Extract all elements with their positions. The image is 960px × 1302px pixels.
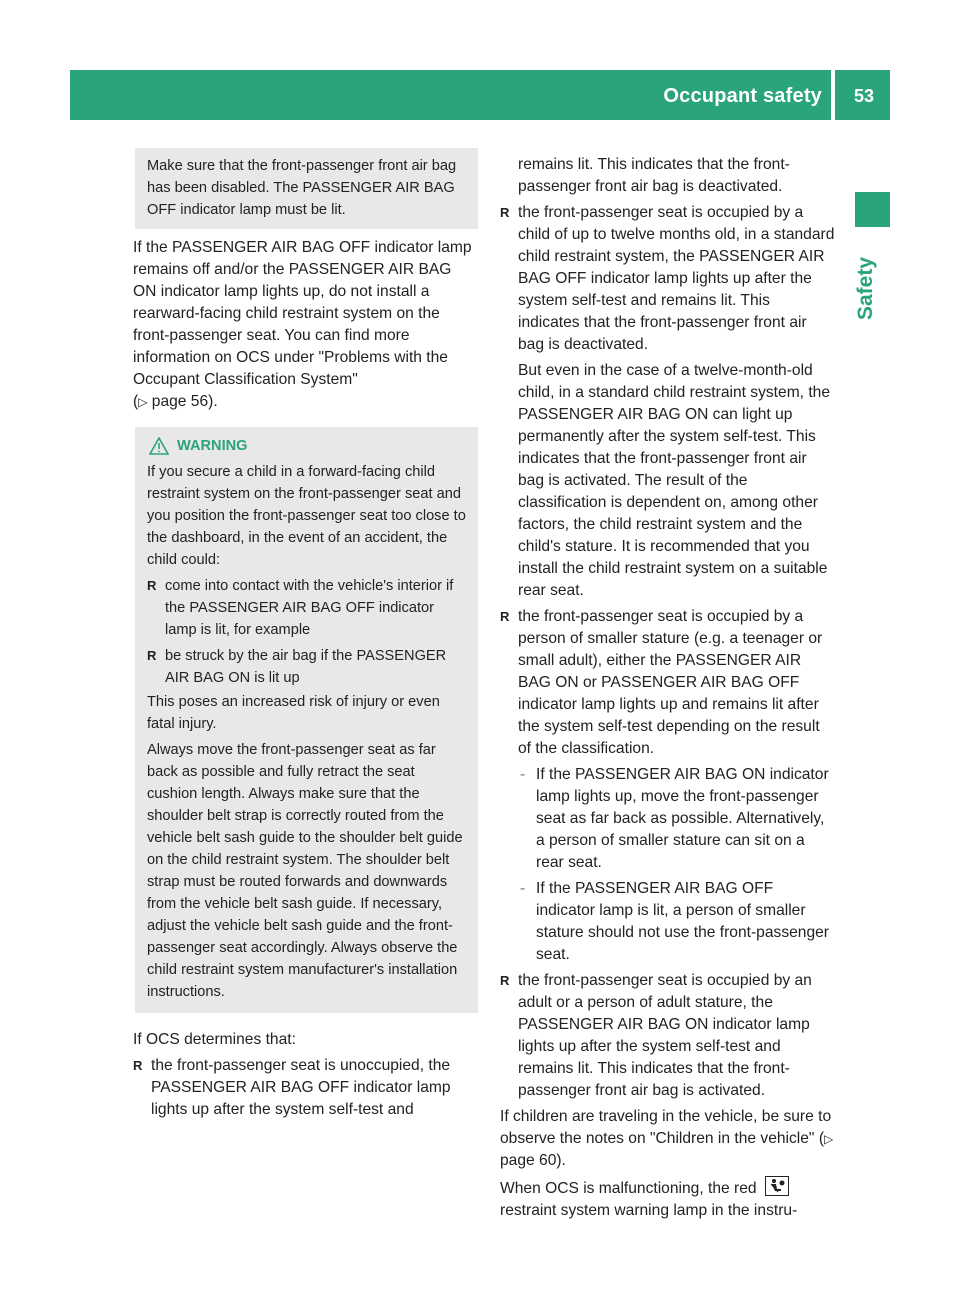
list-item: R the front-passenger seat is occupied by an adult or a person of adult stature, the PASSENGER AIR BAG ON indicator lamp lights up after the system self-test and remains lit. This indicates that the front-passenger front air bag is activated. <box>500 970 835 1102</box>
bullet-continuation: remains lit. This indicates that the front-passenger front air bag is deactivated. <box>518 156 790 195</box>
left-column <box>133 148 478 1121</box>
malfunction-paragraph <box>500 1176 835 1222</box>
child-bullet-text: the front-passenger seat is occupied by a child of up to twelve months old, in a standard child restraint system, the PASSENGER AIR BAG OFF indicator lamp lights up after the system self-test and remains lit. This indicates that the front-passenger front air bag is deactivated. <box>518 204 835 353</box>
warning-advice: Always move the front-passenger seat as far back as possible and fully retract the seat cushion length. Always make sure that the shoulder belt strap is correctly routed from the vehicle belt sash guide to the shoulder belt guide on the child restraint system. The shoulder belt strap must be routed forwards and downwards from the vehicle belt sash guide. If necessary, adjust the vehicle belt sash guide and the front-passenger seat accordingly. Always observe the child restraint system manufacturer's installation instructions. <box>147 742 463 1000</box>
note-text: Make sure that the front-passenger front air bag has been disabled. The PASSENGER AIR BAG OFF indicator lamp must be lit. <box>147 158 457 218</box>
section-title: Occupant safety <box>663 85 822 107</box>
list-item: R be struck by the air bag if the PASSENGER AIR BAG ON is lit up <box>147 645 468 689</box>
side-tab-marker <box>855 192 890 227</box>
children-paragraph <box>500 1106 835 1172</box>
warning-risk: This poses an increased risk of injury or even fatal injury. <box>147 694 440 732</box>
page-ref-open: ( <box>133 393 139 410</box>
malfunction-continued: restraint system warning lamp in the instru- <box>500 1202 798 1219</box>
ocs-bullet-list-cont <box>500 202 835 1102</box>
ocs-determines-intro: If OCS determines that: <box>133 1031 296 1048</box>
sub-list-item: - If the PASSENGER AIR BAG ON indicator lamp lights up, move the front-passenger seat as far back as possible. Alternatively, a person of smaller stature can sit on a rear seat. <box>518 764 835 874</box>
list-item <box>500 202 835 602</box>
page-number: 53 <box>853 86 874 106</box>
warning-box <box>135 427 478 1013</box>
ocs-bullet-list <box>133 1055 478 1121</box>
list-item: R come into contact with the vehicle's interior if the PASSENGER AIR BAG OFF indicator lamp is lit, for example <box>147 575 468 641</box>
sub-list-item: - If the PASSENGER AIR BAG OFF indicator lamp is lit, a person of smaller stature should not use the front-passenger seat. <box>518 878 835 966</box>
right-column <box>500 154 835 1222</box>
seatbelt-airbag-warning-icon <box>765 1176 789 1196</box>
list-item: R the front-passenger seat is unoccupied, the PASSENGER AIR BAG OFF indicator lamp lights up after the system self-test and <box>133 1055 478 1121</box>
sub-list <box>518 764 835 966</box>
list-item <box>500 606 835 966</box>
page-ref-open: ( <box>814 1130 825 1147</box>
warning-bullet-list <box>147 575 468 689</box>
ocs-info-paragraph <box>133 237 478 413</box>
child-bullet-extra: But even in the case of a twelve-month-old child, in a standard child restraint system, the PASSENGER AIR BAG ON can light up permanently after the system self-test. This indicates that the front-passenger front air bag is activated. The result of the classification is dependent on, among other factors, the child restraint system and the child's stature. It is recommended that you install the child restraint system on a suitable rear seat. <box>518 362 831 599</box>
warning-intro: If you secure a child in a forward-facing child restraint system on the front-passenger seat and you position the front-passenger seat too close to the dashboard, in the event of an accident, the child could: <box>147 464 466 568</box>
malfunction-text: When OCS is malfunctioning, the red <box>500 1180 757 1197</box>
warning-triangle-icon <box>149 437 169 455</box>
page-ref-link[interactable]: page 60). <box>500 1152 566 1169</box>
header-bar <box>70 70 890 120</box>
note-box <box>135 148 478 229</box>
warning-heading <box>147 435 468 457</box>
small-person-bullet-text: the front-passenger seat is occupied by a person of smaller stature (e.g. a teenager or small adult), either the PASSENGER AIR BAG ON or PASSENGER AIR BAG OFF indicator lamp lights up and remains lit after the system self-test depending on the result of the classification. <box>518 608 823 757</box>
page-ref-arrow-icon: ▷ <box>824 1132 834 1146</box>
ocs-info-text: If the PASSENGER AIR BAG OFF indicator lamp remains off and/or the PASSENGER AIR BAG ON indicator lamp lights up, do not install a rearward-facing child restraint system on the front-passenger seat. You can find more information on OCS under "Problems with the Occupant Classification System" <box>133 239 472 388</box>
warning-title: WARNING <box>177 438 248 454</box>
page-ref-link[interactable]: page 56). <box>151 393 218 410</box>
header-divider <box>831 70 835 120</box>
children-text: If children are traveling in the vehicle, be sure to observe the notes on "Children in the vehicle" <box>500 1108 832 1147</box>
page-ref-arrow-icon: ▷ <box>138 395 148 409</box>
